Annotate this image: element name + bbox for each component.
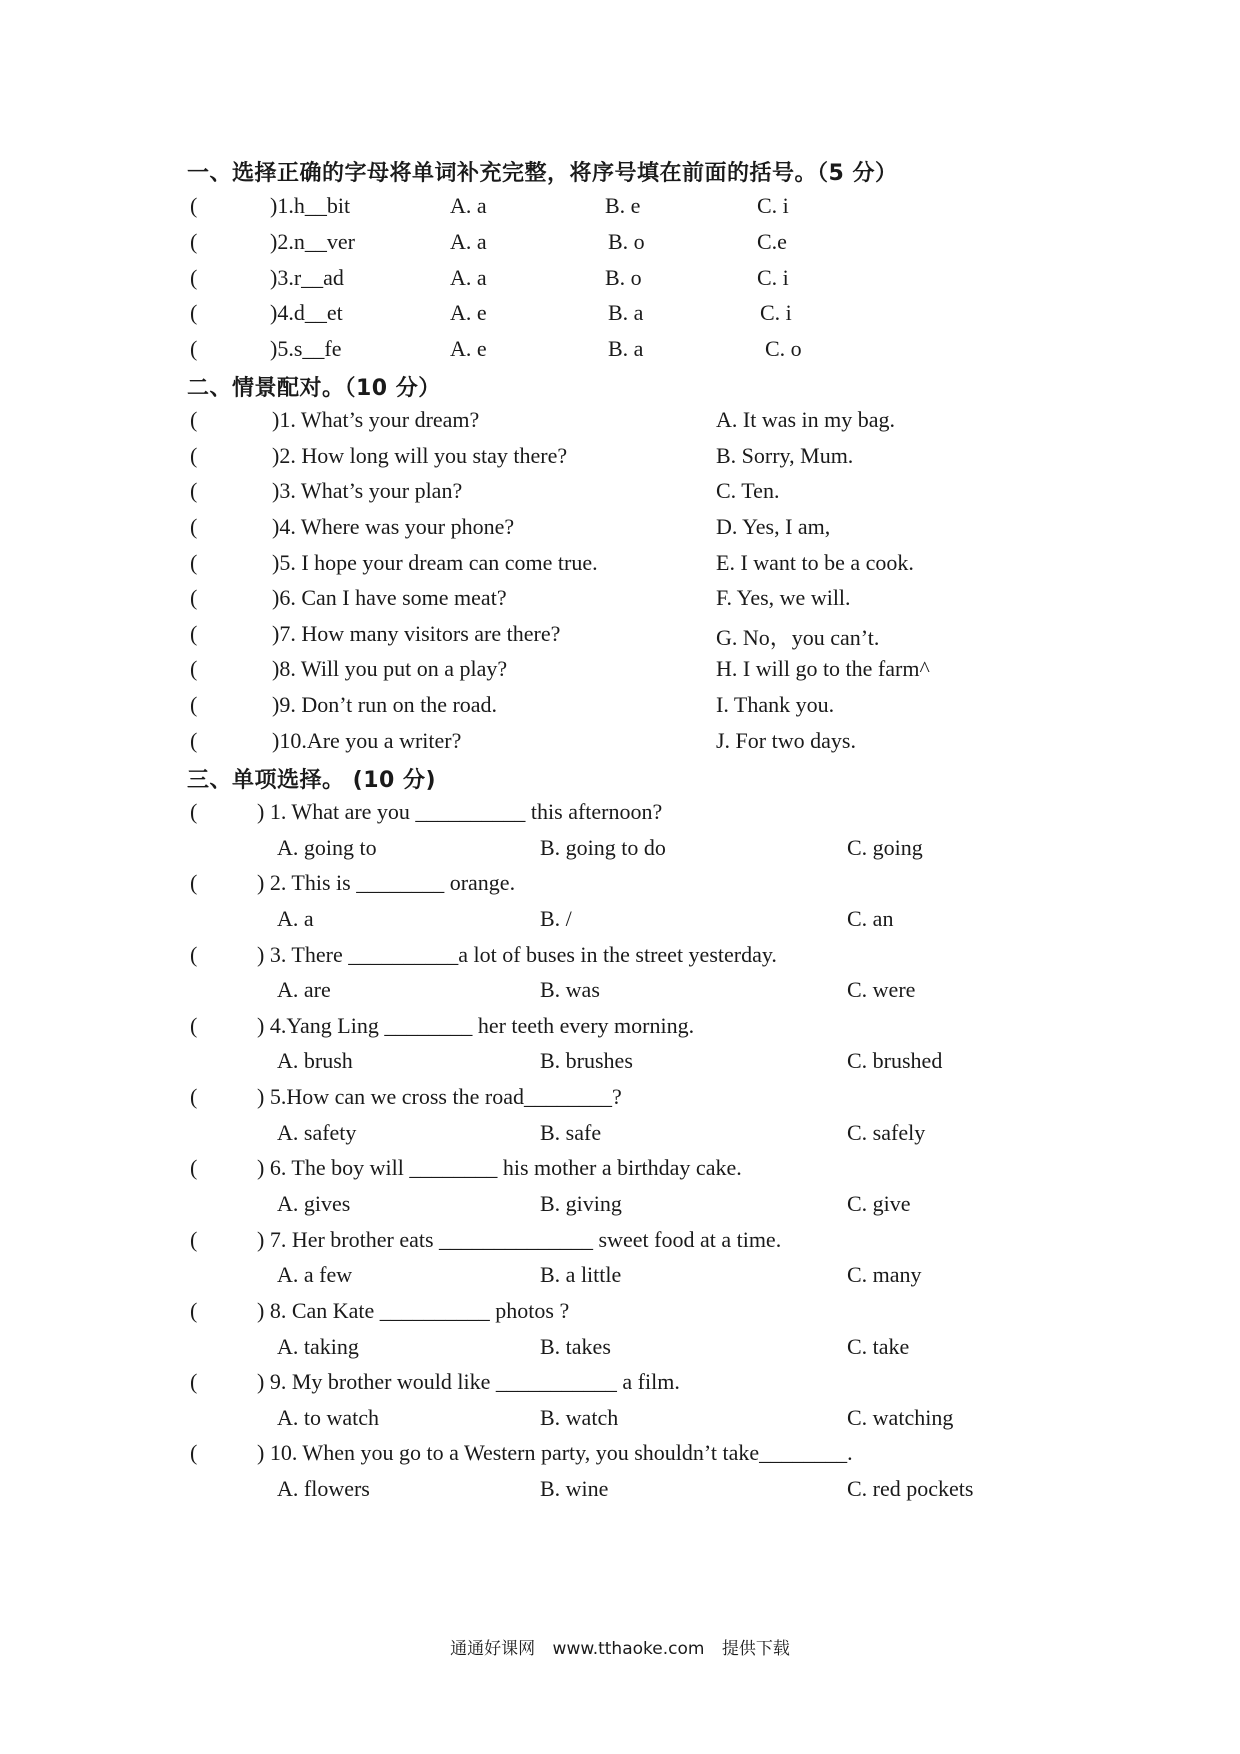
matching-answer: G. No，you can’t.: [716, 625, 880, 650]
s2-item-9: [0, 692, 1240, 728]
answer-bracket: (: [190, 407, 198, 432]
s3-options-8: [0, 1334, 1240, 1370]
option-a: A. are: [277, 977, 331, 1002]
option-b: B. o: [608, 229, 645, 254]
s3-options-1: [0, 835, 1240, 871]
s2-item-10: [0, 728, 1240, 764]
s1-item-4: [0, 300, 1240, 336]
option-b: B. takes: [540, 1334, 611, 1359]
option-b: B. /: [540, 906, 572, 931]
question-text: )1.h__bit: [270, 193, 351, 218]
s3-question-2: [0, 870, 1240, 906]
option-c: C. o: [765, 336, 802, 361]
answer-bracket: (: [190, 1369, 198, 1394]
option-c: C. an: [847, 906, 894, 931]
section-1-heading: 一、选择正确的字母将单词补充完整，将序号填在前面的括号。（5 分）: [187, 161, 898, 186]
s3-options-6: [0, 1191, 1240, 1227]
matching-answer: I. Thank you.: [716, 692, 835, 717]
option-c: C.e: [757, 229, 787, 254]
answer-bracket: (: [190, 300, 198, 325]
option-a: A. going to: [277, 835, 377, 860]
option-c: C. many: [847, 1262, 922, 1287]
option-b: B. a little: [540, 1262, 622, 1287]
option-c: C. going: [847, 835, 923, 860]
s3-options-10: [0, 1476, 1240, 1512]
option-a: A. taking: [277, 1334, 359, 1359]
option-b: B. e: [605, 193, 641, 218]
question-text: )5.s__fe: [270, 336, 342, 361]
s2-item-7: [0, 621, 1240, 657]
question-text: )3. What’s your plan?: [272, 478, 463, 503]
s3-options-7: [0, 1262, 1240, 1298]
question-text: )4. Where was your phone?: [272, 514, 515, 539]
matching-answer: C. Ten.: [716, 478, 780, 503]
question-text: )2. How long will you stay there?: [272, 443, 568, 468]
s1-item-2: [0, 229, 1240, 265]
answer-bracket: (: [190, 692, 198, 717]
s3-question-5: [0, 1084, 1240, 1120]
option-a: A. a: [450, 229, 487, 254]
option-a: A. brush: [277, 1048, 353, 1073]
section-2-heading: 二、情景配对。（10 分）: [187, 376, 441, 401]
question-text: )3.r__ad: [270, 265, 344, 290]
question-text: )5. I hope your dream can come true.: [272, 550, 598, 575]
option-a: A. gives: [277, 1191, 351, 1216]
footer-site-name: 通通好课网: [450, 1639, 536, 1659]
option-b: B. was: [540, 977, 600, 1002]
option-b: B. a: [608, 336, 644, 361]
answer-bracket: (: [190, 942, 198, 967]
option-a: A. a: [277, 906, 314, 931]
answer-bracket: (: [190, 1155, 198, 1180]
s3-question-6: [0, 1155, 1240, 1191]
s3-options-2: [0, 906, 1240, 942]
option-b: B. safe: [540, 1120, 602, 1145]
option-a: A. safety: [277, 1120, 357, 1145]
option-a: A. to watch: [277, 1405, 380, 1430]
question-text: ) 7. Her brother eats ______________ sweet food at a time.: [257, 1227, 782, 1252]
s3-options-5: [0, 1120, 1240, 1156]
s3-options-9: [0, 1405, 1240, 1441]
s2-item-3: [0, 478, 1240, 514]
option-a: A. a: [450, 193, 487, 218]
footer-note: 提供下载: [721, 1639, 790, 1659]
question-text: ) 1. What are you __________ this afternoon?: [257, 799, 663, 824]
s3-question-9: [0, 1369, 1240, 1405]
answer-bracket: (: [190, 193, 198, 218]
option-c: C. give: [847, 1191, 911, 1216]
option-a: A. e: [450, 336, 487, 361]
option-c: C. red pockets: [847, 1476, 974, 1501]
question-text: )7. How many visitors are there?: [272, 621, 561, 646]
s2-item-1: [0, 407, 1240, 443]
answer-bracket: (: [190, 1084, 198, 1109]
answer-bracket: (: [190, 728, 198, 753]
s3-question-7: [0, 1227, 1240, 1263]
matching-answer: F. Yes, we will.: [716, 585, 851, 610]
question-text: )6. Can I have some meat?: [272, 585, 507, 610]
page-footer: [0, 1634, 1240, 1659]
matching-answer: H. I will go to the farm^: [716, 656, 930, 681]
s3-options-4: [0, 1048, 1240, 1084]
option-c: C. were: [847, 977, 916, 1002]
matching-answer: E. I want to be a cook.: [716, 550, 914, 575]
option-b: B. brushes: [540, 1048, 633, 1073]
option-c: C. watching: [847, 1405, 954, 1430]
question-text: )4.d__et: [270, 300, 343, 325]
option-a: A. e: [450, 300, 487, 325]
question-text: )10.Are you a writer?: [272, 728, 462, 753]
option-c: C. i: [760, 300, 792, 325]
question-text: ) 6. The boy will ________ his mother a birthday cake.: [257, 1155, 742, 1180]
answer-bracket: (: [190, 265, 198, 290]
answer-bracket: (: [190, 514, 198, 539]
s2-item-4: [0, 514, 1240, 550]
option-b: B. going to do: [540, 835, 666, 860]
option-c: C. take: [847, 1334, 910, 1359]
question-text: ) 4.Yang Ling ________ her teeth every morning.: [257, 1013, 695, 1038]
matching-answer: D. Yes, I am,: [716, 514, 831, 539]
s1-item-3: [0, 265, 1240, 301]
footer-url: www.tthaoke.com: [552, 1639, 705, 1659]
s3-question-4: [0, 1013, 1240, 1049]
option-c: C. brushed: [847, 1048, 943, 1073]
s2-item-8: [0, 656, 1240, 692]
s2-item-5: [0, 550, 1240, 586]
answer-bracket: (: [190, 1440, 198, 1465]
matching-answer: B. Sorry, Mum.: [716, 443, 854, 468]
answer-bracket: (: [190, 799, 198, 824]
answer-bracket: (: [190, 229, 198, 254]
question-text: ) 2. This is ________ orange.: [257, 870, 516, 895]
answer-bracket: (: [190, 656, 198, 681]
matching-answer: J. For two days.: [716, 728, 856, 753]
answer-bracket: (: [190, 870, 198, 895]
question-text: ) 9. My brother would like ___________ a film.: [257, 1369, 680, 1394]
option-c: C. safely: [847, 1120, 926, 1145]
question-text: ) 5.How can we cross the road________?: [257, 1084, 622, 1109]
answer-bracket: (: [190, 1227, 198, 1252]
s2-item-2: [0, 443, 1240, 479]
answer-bracket: (: [190, 621, 198, 646]
option-c: C. i: [757, 193, 789, 218]
option-b: B. wine: [540, 1476, 609, 1501]
s3-options-3: [0, 977, 1240, 1013]
option-c: C. i: [757, 265, 789, 290]
section-3-heading: 三、单项选择。 (10 分): [187, 768, 437, 793]
question-text: ) 3. There __________a lot of buses in the street yesterday.: [257, 942, 777, 967]
question-text: )8. Will you put on a play?: [272, 656, 508, 681]
option-a: A. a few: [277, 1262, 353, 1287]
answer-bracket: (: [190, 550, 198, 575]
answer-bracket: (: [190, 585, 198, 610]
question-text: )9. Don’t run on the road.: [272, 692, 498, 717]
question-text: ) 8. Can Kate __________ photos ?: [257, 1298, 570, 1323]
question-text: ) 10. When you go to a Western party, you shouldn’t take________.: [257, 1440, 853, 1465]
option-b: B. a: [608, 300, 644, 325]
option-a: A. a: [450, 265, 487, 290]
option-a: A. flowers: [277, 1476, 370, 1501]
s1-item-1: [0, 193, 1240, 229]
s3-question-10: [0, 1440, 1240, 1476]
s2-item-6: [0, 585, 1240, 621]
answer-bracket: (: [190, 1298, 198, 1323]
question-text: )1. What’s your dream?: [272, 407, 480, 432]
option-b: B. giving: [540, 1191, 622, 1216]
option-b: B. watch: [540, 1405, 619, 1430]
option-b: B. o: [605, 265, 642, 290]
s1-item-5: [0, 336, 1240, 372]
s3-question-3: [0, 942, 1240, 978]
answer-bracket: (: [190, 1013, 198, 1038]
s3-question-8: [0, 1298, 1240, 1334]
answer-bracket: (: [190, 478, 198, 503]
question-text: )2.n__ver: [270, 229, 355, 254]
answer-bracket: (: [190, 443, 198, 468]
s3-question-1: [0, 799, 1240, 835]
answer-bracket: (: [190, 336, 198, 361]
matching-answer: A. It was in my bag.: [716, 407, 896, 432]
